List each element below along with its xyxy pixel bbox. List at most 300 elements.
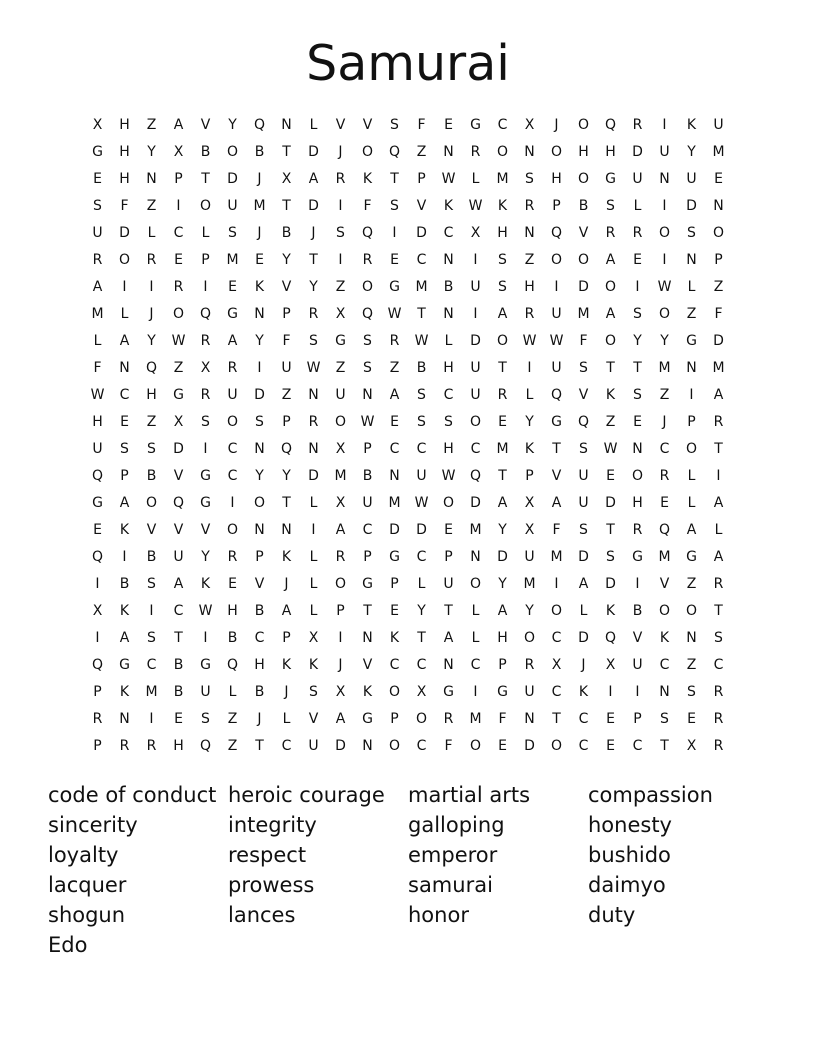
grid-row [84,166,734,193]
grid-letter: G [119,657,130,673]
grid-letter: H [497,630,508,646]
grid-letter: K [659,630,670,646]
grid-letter: O [685,603,698,619]
grid-letter: R [389,333,400,349]
word-list-item: integrity [228,813,317,837]
grid-letter: I [203,441,208,457]
grid-letter: E [606,711,615,727]
grid-letter: N [254,441,265,457]
grid-letter: T [714,603,723,619]
grid-letter: X [416,684,427,700]
grid-letter: P [174,171,183,187]
grid-letter: O [469,414,482,430]
grid-letter: X [470,225,481,241]
grid-letter: S [525,171,534,187]
grid-letter: R [470,144,481,160]
grid-letter: V [281,279,292,295]
grid-letter: Y [147,333,156,349]
grid-letter: J [257,711,262,727]
grid-letter: N [524,144,535,160]
grid-letter: I [122,279,127,295]
grid-letter: Y [498,576,507,592]
grid-letter: C [470,441,481,457]
grid-letter: R [200,333,211,349]
grid-letter: V [200,117,211,133]
grid-letter: C [551,630,562,646]
grid-letter: A [308,171,319,187]
grid-letter: I [689,387,694,403]
grid-letter: D [227,171,238,187]
grid-letter: C [119,387,130,403]
grid-letter: T [498,468,507,484]
grid-letter: X [92,603,103,619]
grid-letter: C [578,711,589,727]
grid-letter: B [443,279,454,295]
grid-letter: R [713,711,724,727]
grid-letter: K [119,522,130,538]
grid-letter: I [230,495,235,511]
grid-letter: S [606,198,615,214]
grid-letter: I [554,279,559,295]
grid-letter: N [524,711,535,727]
grid-letter: Q [361,225,374,241]
grid-letter: I [203,630,208,646]
word-list-item: galloping [408,813,505,837]
word-list-item: duty [588,903,636,927]
grid-letter: O [253,495,266,511]
grid-letter: O [334,576,347,592]
grid-letter: U [335,387,346,403]
grid-letter: E [228,576,237,592]
grid-letter: O [523,630,536,646]
grid-letter: I [257,360,262,376]
grid-letter: S [498,279,507,295]
grid-letter: R [605,225,616,241]
grid-letter: K [497,198,508,214]
grid-letter: D [308,468,319,484]
grid-letter: U [470,387,481,403]
grid-letter: I [608,684,613,700]
grid-letter: T [201,171,210,187]
grid-letter: V [173,468,184,484]
grid-letter: D [173,441,184,457]
grid-letter: Z [281,387,292,403]
grid-letter: V [173,522,184,538]
grid-letter: H [92,414,103,430]
grid-letter: D [497,549,508,565]
grid-letter: B [632,603,643,619]
grid-letter: L [147,225,156,241]
grid-letter: P [282,414,291,430]
grid-letter: X [335,684,346,700]
grid-letter: I [716,468,721,484]
grid-letter: W [360,414,375,430]
grid-letter: Z [227,711,238,727]
grid-letter: R [524,657,535,673]
grid-letter: P [255,549,264,565]
grid-letter: Y [282,468,291,484]
grid-letter: F [282,333,291,349]
grid-letter: E [174,252,183,268]
grid-letter: S [579,360,588,376]
grid-letter: W [441,468,456,484]
grid-letter: J [284,684,289,700]
grid-letter: R [227,549,238,565]
grid-letter: O [361,144,374,160]
grid-letter: N [362,738,373,754]
grid-letter: W [657,279,672,295]
grid-letter: Z [659,387,670,403]
grid-letter: P [93,684,102,700]
grid-letter: I [635,576,640,592]
grid-letter: R [92,711,103,727]
grid-letter: B [281,225,292,241]
grid-letter: R [524,306,535,322]
grid-letter: S [390,198,399,214]
grid-letter: D [578,279,589,295]
grid-letter: O [118,252,131,268]
grid-letter: L [309,603,318,619]
grid-letter: C [443,387,454,403]
grid-letter: B [254,603,265,619]
grid-letter: M [496,441,509,457]
grid-letter: Q [91,657,104,673]
grid-letter: B [227,630,238,646]
grid-letter: C [659,657,670,673]
grid-letter: Z [686,306,697,322]
grid-letter: S [255,414,264,430]
grid-letter: M [523,576,536,592]
grid-letter: U [632,171,643,187]
grid-letter: O [388,738,401,754]
grid-letter: H [605,144,616,160]
grid-letter: N [362,387,373,403]
grid-letter: X [173,414,184,430]
grid-letter: T [417,306,426,322]
grid-letter: T [390,171,399,187]
grid-letter: Q [226,657,239,673]
grid-letter: V [362,117,373,133]
grid-letter: C [389,657,400,673]
grid-letter: Q [253,117,266,133]
grid-letter: A [578,576,589,592]
grid-letter: Q [172,495,185,511]
grid-letter: S [390,117,399,133]
grid-letter: S [687,684,696,700]
grid-letter: Y [417,603,426,619]
grid-letter: C [632,738,643,754]
grid-letter: C [416,252,427,268]
grid-letter: N [308,387,319,403]
grid-letter: I [176,198,181,214]
word-list-item: sincerity [48,813,138,837]
grid-letter: L [309,117,318,133]
grid-letter: L [471,171,480,187]
word-list-item: emperor [408,843,498,867]
grid-letter: P [201,252,210,268]
grid-letter: L [228,684,237,700]
grid-letter: G [605,171,616,187]
grid-letter: W [198,603,213,619]
grid-letter: A [497,306,508,322]
grid-letter: E [633,252,642,268]
grid-letter: E [444,522,453,538]
grid-letter: L [444,333,453,349]
grid-letter: N [659,684,670,700]
grid-letter: W [171,333,186,349]
grid-letter: C [416,657,427,673]
grid-letter: C [254,630,265,646]
grid-letter: A [173,576,184,592]
grid-letter: U [227,387,238,403]
grid-letter: L [579,603,588,619]
grid-letter: K [578,684,589,700]
word-list-item: bushido [588,843,671,867]
grid-letter: N [389,468,400,484]
grid-letter: I [311,522,316,538]
grid-letter: W [306,360,321,376]
grid-letter: N [686,252,697,268]
grid-letter: H [254,657,265,673]
grid-letter: P [120,468,129,484]
grid-letter: U [686,171,697,187]
grid-letter: D [578,549,589,565]
grid-letter: N [308,441,319,457]
grid-letter: R [632,522,643,538]
grid-letter: S [201,711,210,727]
grid-letter: N [443,144,454,160]
grid-letter: C [227,468,238,484]
grid-letter: A [335,711,346,727]
grid-letter: I [662,198,667,214]
grid-letter: F [444,738,453,754]
grid-letter: R [497,387,508,403]
grid-letter: O [658,603,671,619]
grid-letter: O [631,468,644,484]
grid-letter: V [578,225,589,241]
grid-letter: Q [91,468,104,484]
grid-letter: N [119,360,130,376]
grid-letter: W [387,306,402,322]
grid-letter: X [281,171,292,187]
grid-letter: R [119,738,130,754]
grid-letter: T [282,495,291,511]
grid-letter: Z [146,198,157,214]
grid-letter: R [713,738,724,754]
grid-letter: K [119,603,130,619]
grid-letter: Y [201,549,210,565]
grid-letter: Y [660,333,669,349]
grid-letter: V [659,576,670,592]
grid-letter: O [469,738,482,754]
grid-letter: O [415,711,428,727]
grid-letter: L [417,576,426,592]
grid-letter: R [146,252,157,268]
grid-letter: Z [416,144,427,160]
grid-letter: O [361,279,374,295]
word-list-item: lances [228,903,296,927]
grid-letter: O [226,144,239,160]
grid-letter: G [551,414,562,430]
grid-letter: R [632,117,643,133]
grid-row [84,733,734,760]
grid-letter: B [578,198,589,214]
grid-letter: R [362,252,373,268]
grid-letter: D [335,738,346,754]
grid-letter: T [174,630,183,646]
grid-letter: A [335,522,346,538]
grid-letter: T [498,360,507,376]
grid-letter: A [605,252,616,268]
grid-letter: S [633,387,642,403]
grid-letter: B [362,468,373,484]
grid-letter: Q [280,441,293,457]
grid-letter: N [254,306,265,322]
grid-letter: Z [173,360,184,376]
grid-letter: P [552,198,561,214]
grid-letter: I [338,630,343,646]
grid-letter: N [686,360,697,376]
grid-row [84,301,734,328]
grid-letter: H [119,144,130,160]
grid-letter: T [660,738,669,754]
grid-letter: Q [469,468,482,484]
grid-letter: H [119,117,130,133]
grid-letter: L [93,333,102,349]
grid-letter: K [362,684,373,700]
grid-letter: B [254,684,265,700]
grid-letter: T [606,360,615,376]
grid-letter: O [550,144,563,160]
grid-letter: S [201,414,210,430]
grid-letter: I [662,252,667,268]
grid-letter: A [119,630,130,646]
grid-letter: T [255,738,264,754]
grid-letter: N [686,630,697,646]
grid-letter: A [686,522,697,538]
grid-letter: A [713,549,724,565]
grid-letter: T [633,360,642,376]
grid-letter: D [470,495,481,511]
grid-letter: C [281,738,292,754]
grid-letter: P [390,711,399,727]
grid-letter: J [257,171,262,187]
grid-letter: J [284,576,289,592]
grid-letter: Q [199,306,212,322]
letter-grid [84,112,734,760]
grid-letter: T [552,441,561,457]
grid-letter: X [335,495,346,511]
grid-letter: P [363,549,372,565]
grid-letter: X [308,630,319,646]
grid-letter: P [336,603,345,619]
grid-letter: O [226,522,239,538]
grid-letter: R [308,414,319,430]
grid-letter: G [389,279,400,295]
grid-letter: W [414,495,429,511]
word-list-item: compassion [588,783,713,807]
grid-letter: U [92,225,103,241]
grid-letter: X [524,522,535,538]
grid-letter: C [362,522,373,538]
grid-letter: E [498,738,507,754]
grid-letter: E [714,171,723,187]
grid-letter: F [120,198,129,214]
grid-letter: S [660,711,669,727]
word-list-item: heroic courage [228,783,385,807]
grid-letter: Z [686,576,697,592]
grid-letter: U [470,279,481,295]
grid-letter: B [173,684,184,700]
grid-letter: N [281,117,292,133]
grid-letter: Q [91,549,104,565]
grid-row [84,382,734,409]
grid-letter: Z [146,117,157,133]
grid-letter: N [254,522,265,538]
grid-row [84,247,734,274]
grid-letter: L [120,306,129,322]
grid-letter: J [257,225,262,241]
grid-letter: K [200,576,211,592]
grid-letter: G [686,549,697,565]
grid-letter: O [577,252,590,268]
word-list-item: honor [408,903,469,927]
grid-letter: V [416,198,427,214]
grid-letter: N [146,171,157,187]
grid-letter: Y [147,144,156,160]
grid-letter: O [658,306,671,322]
grid-row [84,355,734,382]
grid-letter: O [469,576,482,592]
grid-letter: E [93,171,102,187]
grid-letter: L [282,711,291,727]
grid-letter: Y [633,333,642,349]
grid-letter: G [92,144,103,160]
grid-letter: A [605,306,616,322]
grid-letter: V [308,711,319,727]
grid-letter: P [444,549,453,565]
grid-letter: L [687,495,696,511]
grid-letter: F [579,333,588,349]
grid-letter: O [604,333,617,349]
grid-letter: Q [388,144,401,160]
grid-row [84,679,734,706]
grid-letter: J [311,225,316,241]
grid-letter: J [149,306,154,322]
grid-letter: Z [389,360,400,376]
grid-letter: O [658,225,671,241]
grid-letter: M [469,711,482,727]
grid-letter: T [363,603,372,619]
grid-letter: C [578,738,589,754]
grid-letter: Q [145,360,158,376]
grid-letter: O [172,306,185,322]
grid-letter: S [363,360,372,376]
grid-letter: L [687,279,696,295]
grid-letter: O [685,441,698,457]
grid-letter: M [334,468,347,484]
grid-letter: U [200,684,211,700]
grid-letter: I [527,360,532,376]
grid-row [84,328,734,355]
grid-letter: N [443,252,454,268]
word-list-item: shogun [48,903,126,927]
grid-letter: Y [255,333,264,349]
grid-row [84,571,734,598]
grid-letter: G [686,333,697,349]
grid-letter: P [93,738,102,754]
grid-letter: U [524,684,535,700]
